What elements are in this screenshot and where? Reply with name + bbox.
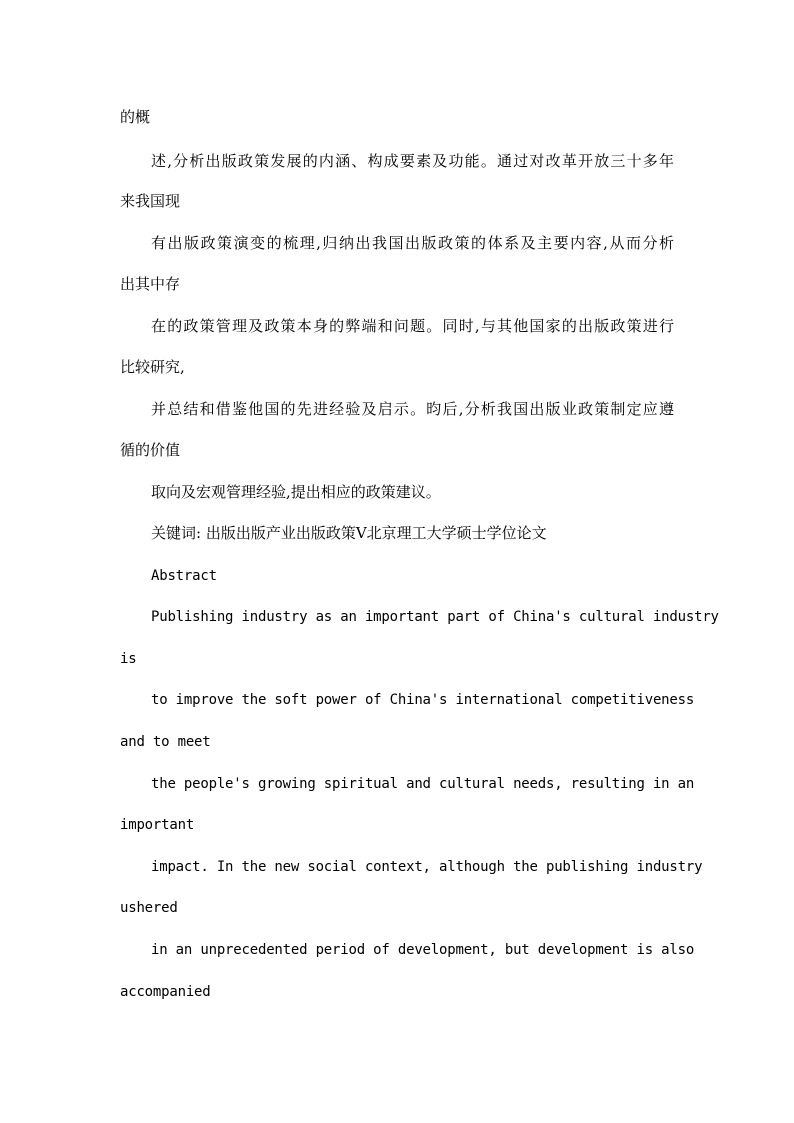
text-line: impact. In the new social context, although the publishing industry bbox=[151, 859, 703, 875]
text-line: 循的价值 bbox=[120, 441, 181, 459]
text-line: ushered bbox=[120, 900, 178, 916]
text-line: in an unprecedented period of development, but development is also bbox=[151, 942, 695, 958]
text-line: the people's growing spiritual and cultural needs, resulting in an bbox=[151, 776, 695, 792]
text-line: 述,分析出版政策发展的内涵、构成要素及功能。通过对改革开放三十多年 bbox=[151, 152, 674, 170]
text-line: accompanied bbox=[120, 984, 211, 1000]
text-line: is bbox=[120, 651, 137, 667]
text-line: 在的政策管理及政策本身的弊端和问题。同时,与其他国家的出版政策进行 bbox=[151, 317, 674, 335]
text-line: 取向及宏观管理经验,提出相应的政策建议。 bbox=[151, 483, 441, 501]
text-line: important bbox=[120, 817, 195, 833]
text-line: Publishing industry as an important part of China's cultural industry bbox=[151, 609, 719, 625]
text-line: 比较研究, bbox=[120, 358, 185, 376]
text-line: 并总结和借鉴他国的先进经验及启示。昀后,分析我国出版业政策制定应遵 bbox=[151, 400, 674, 418]
text-line: to improve the soft power of China's international competitiveness bbox=[151, 692, 695, 708]
text-line: 的概 bbox=[120, 108, 151, 126]
text-line: 出其中存 bbox=[120, 275, 181, 293]
text-line: 有出版政策演变的梳理,归纳出我国出版政策的体系及主要内容,从而分析 bbox=[151, 234, 674, 252]
text-line: and to meet bbox=[120, 734, 211, 750]
abstract-heading: Abstract bbox=[151, 568, 217, 584]
keywords-line: 关键词: 出版出版产业出版政策Ⅴ北京理工大学硕士学位论文 bbox=[151, 524, 547, 542]
text-line: 来我国现 bbox=[120, 192, 181, 210]
